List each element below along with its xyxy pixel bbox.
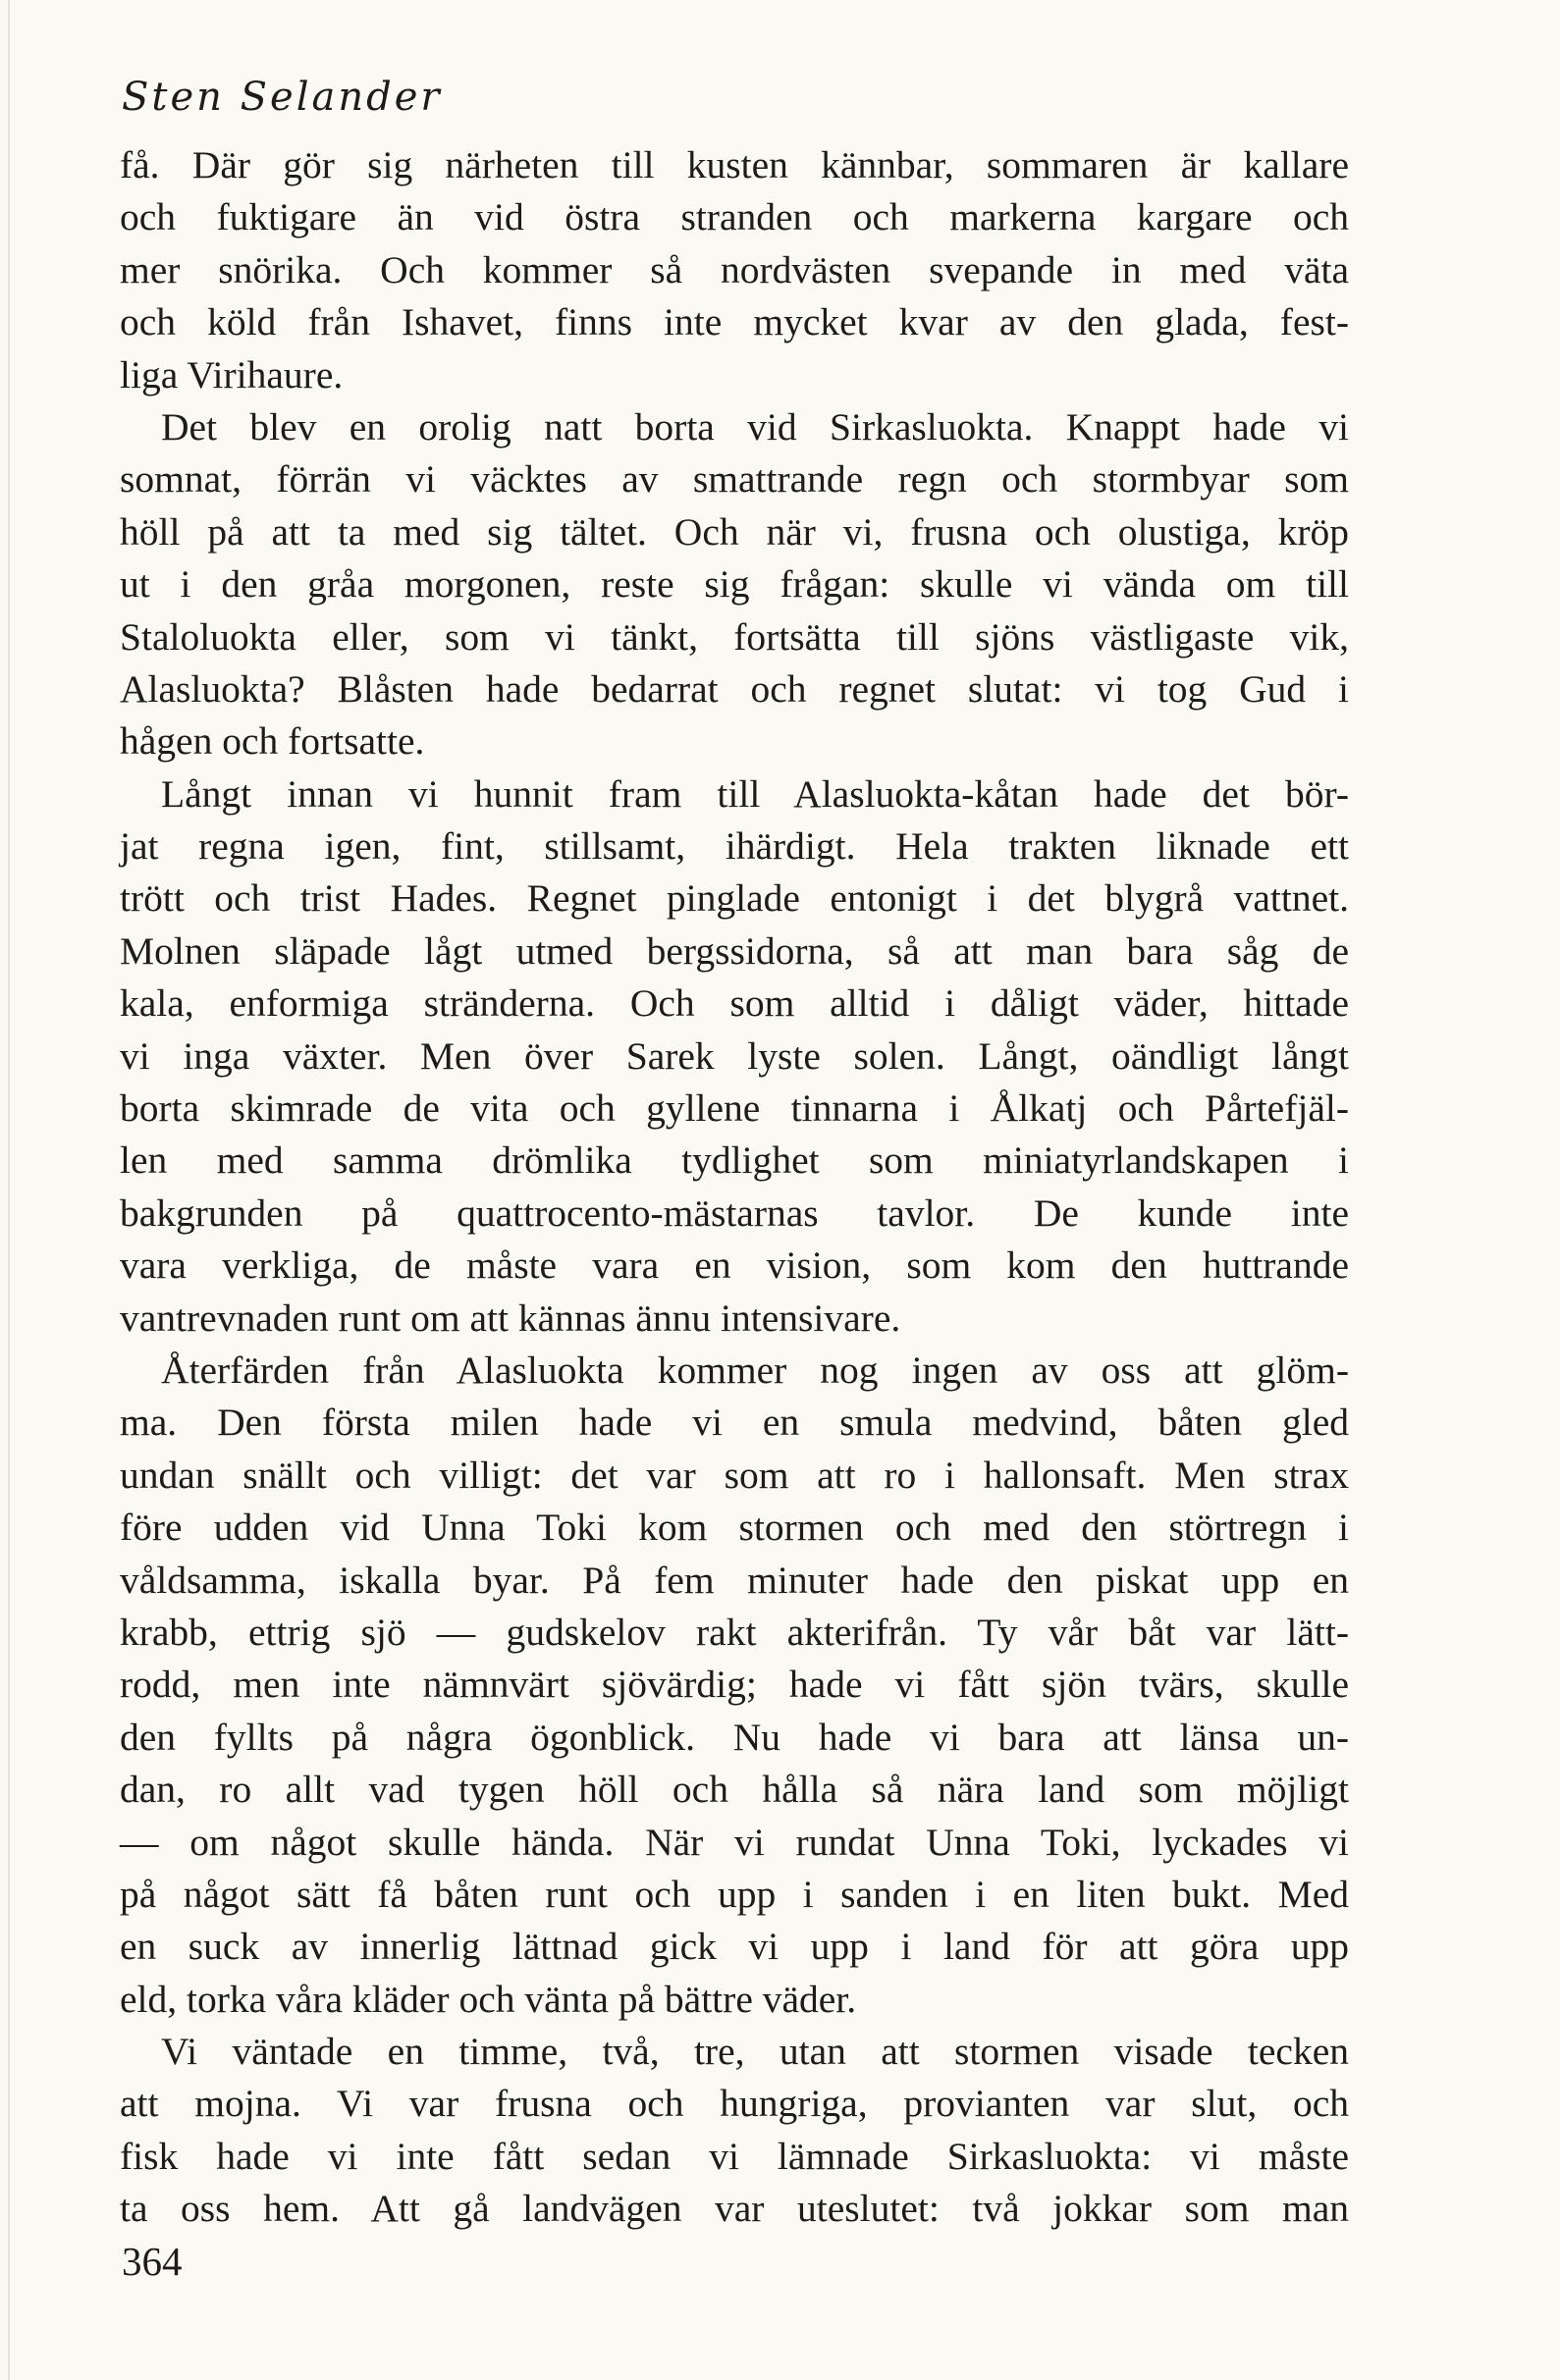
text-line: ut i den gråa morgonen, reste sig frågan: skulle vi vända om till <box>120 562 1349 607</box>
text-line: höll på att ta med sig tältet. Och när vi, frusna och olustiga, kröp <box>120 509 1349 554</box>
text-line: Återfärden från Alasluokta kommer nog ingen av oss att glöm- <box>161 1348 1349 1392</box>
text-line: ma. Den första milen hade vi en smula medvind, båten gled <box>120 1401 1349 1445</box>
text-line: len med samma drömlika tydlighet som miniatyrlandskapen i <box>120 1138 1349 1183</box>
text-line: vantrevnaden runt om att kännas ännu intensivare. <box>120 1296 901 1340</box>
text-line: bakgrunden på quattrocento-mästarnas tavlor. De kunde inte <box>120 1190 1349 1235</box>
text-line: Alasluokta? Blåsten hade bedarrat och regnet slutat: vi tog Gud i <box>120 666 1349 711</box>
text-line: före udden vid Unna Toki kom stormen och med den störtregn i <box>120 1506 1349 1550</box>
text-line: och köld från Ishavet, finns inte mycket kvar av den glada, fest- <box>120 300 1349 344</box>
text-line: Det blev en orolig natt borta vid Sirkasluokta. Knappt hade vi <box>161 404 1349 449</box>
text-line: en suck av innerlig lättnad gick vi upp i land för att göra upp <box>120 1925 1349 1969</box>
text-line: liga Virihaure. <box>120 352 344 397</box>
text-line: vi inga växter. Men över Sarek lyste solen. Långt, oändligt långt <box>120 1033 1349 1078</box>
text-line: våldsamma, iskalla byar. På fem minuter hade den piskat upp en <box>120 1558 1349 1602</box>
body-text <box>120 139 1349 2236</box>
text-line: kala, enformiga stränderna. Och som alltid i dåligt väder, hittade <box>120 981 1349 1026</box>
page-number: 364 <box>122 2239 183 2284</box>
text-line: ta oss hem. Att gå landvägen var uteslutet: två jokkar som man <box>120 2187 1349 2231</box>
page-edge <box>8 0 10 2380</box>
text-line: och fuktigare än vid östra stranden och markerna kargare och <box>120 195 1349 239</box>
text-line: Molnen släpade lågt utmed bergssidorna, så att man bara såg de <box>120 928 1349 973</box>
text-line: mer snörika. Och kommer så nordvästen svepande in med väta <box>120 247 1349 291</box>
text-line: eld, torka våra kläder och vänta på bättre väder. <box>120 1977 857 2021</box>
text-line: trött och trist Hades. Regnet pinglade entonigt i det blygrå vattnet. <box>120 876 1349 921</box>
text-line: borta skimrade de vita och gyllene tinnarna i Ålkatj och Pårtefjäl- <box>120 1086 1349 1131</box>
text-line: jat regna igen, fint, stillsamt, ihärdigt. Hela trakten liknade ett <box>120 824 1349 869</box>
text-line: undan snällt och villigt: det var som att ro i hallonsaft. Men strax <box>120 1453 1349 1497</box>
text-line: att mojna. Vi var frusna och hungriga, provianten var slut, och <box>120 2082 1349 2126</box>
text-line: — om något skulle hända. När vi rundat Unna Toki, lyckades vi <box>120 1820 1349 1864</box>
text-line: rodd, men inte nämnvärt sjövärdig; hade vi fått sjön tvärs, skulle <box>120 1663 1349 1707</box>
text-line: Staloluokta eller, som vi tänkt, fortsätta till sjöns västligaste vik, <box>120 614 1349 659</box>
text-line: dan, ro allt vad tygen höll och hålla så nära land som möjligt <box>120 1768 1349 1812</box>
text-line: vara verkliga, de måste vara en vision, som kom den huttrande <box>120 1243 1349 1288</box>
text-line: somnat, förrän vi väcktes av smattrande regn och stormbyar som <box>120 457 1349 502</box>
text-line: krabb, ettrig sjö — gudskelov rakt akterifrån. Ty vår båt var lätt- <box>120 1610 1349 1654</box>
text-line: hågen och fortsatte. <box>120 719 425 764</box>
text-line: få. Där gör sig närheten till kusten kännbar, sommaren är kallare <box>120 143 1349 186</box>
text-line: fisk hade vi inte fått sedan vi lämnade Sirkasluokta: vi måste <box>120 2134 1349 2178</box>
text-line: på något sätt få båten runt och upp i sanden i en liten bukt. Med <box>120 1872 1349 1916</box>
running-head: Sten Selander <box>122 75 443 120</box>
text-line: Långt innan vi hunnit fram till Alasluokta-kåtan hade det bör- <box>161 771 1349 816</box>
text-line: Vi väntade en timme, två, tre, utan att stormen visade tecken <box>161 2030 1349 2074</box>
text-line: den fyllts på några ögonblick. Nu hade vi bara att länsa un- <box>120 1715 1349 1759</box>
